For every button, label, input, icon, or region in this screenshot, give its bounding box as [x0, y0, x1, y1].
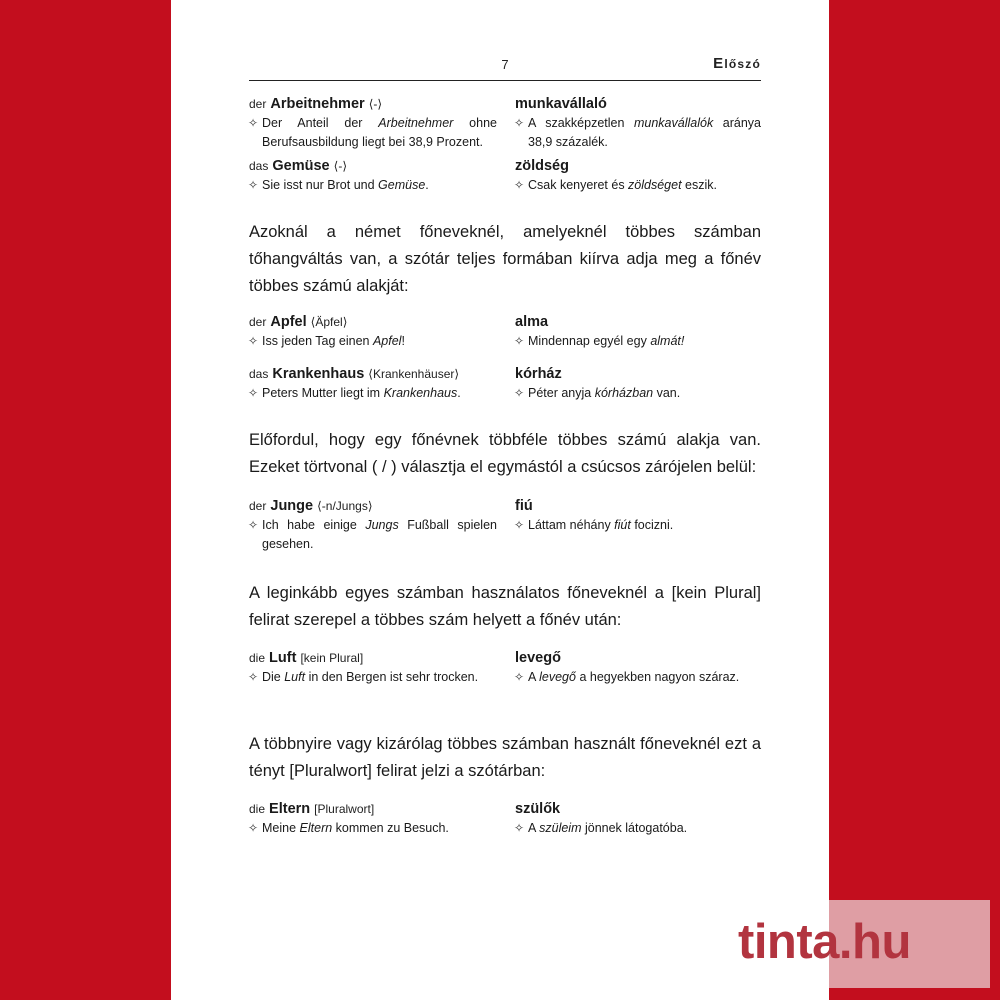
example-text: A	[528, 670, 540, 684]
example-keyword: Gemüse	[378, 178, 426, 192]
example-keyword: Apfel	[372, 334, 402, 348]
entry-word: Luft	[269, 650, 297, 666]
hungarian-column	[515, 648, 761, 687]
translation-word: alma	[515, 314, 549, 330]
example-marker-icon: ✧	[514, 670, 525, 684]
example-keyword: munkavállalók	[633, 116, 714, 130]
example-hu	[515, 516, 761, 535]
example-text: van.	[653, 386, 681, 400]
example-marker-icon: ✧	[514, 178, 525, 192]
entry-word: Arbeitnehmer	[270, 96, 365, 112]
page-header	[249, 56, 761, 81]
explanatory-paragraph: A többnyire vagy kizárólag többes számban használt főneveknél ezt a tényt [Pluralwort] felirat jelzi a szótárban:	[249, 735, 761, 780]
example-text: Mindennap egyél egy	[528, 334, 651, 348]
entry-article: die	[249, 802, 266, 816]
example-text: focizni.	[630, 518, 674, 532]
example-text: a hegyekben nagyon száraz.	[575, 670, 740, 684]
section-title: Előszó	[713, 55, 761, 72]
translation-word: zöldség	[515, 158, 569, 174]
example-text: ohne Berufsausbildung liegt bei 38,9 Prozent.	[262, 116, 497, 149]
example-text: Iss jeden Tag einen	[262, 334, 373, 348]
page-number: 7	[501, 57, 509, 72]
example-text: .	[457, 386, 461, 400]
example-marker-icon: ✧	[248, 821, 259, 835]
translation-word: fiú	[515, 498, 533, 514]
example-text: Peters Mutter liegt im	[262, 386, 384, 400]
example-text: Csak kenyeret és	[528, 178, 629, 192]
example-marker-icon: ✧	[248, 116, 259, 130]
example-text: Péter anyja	[528, 386, 595, 400]
example-marker-icon: ✧	[514, 821, 525, 835]
example-text: in den Bergen ist sehr trocken.	[305, 670, 479, 684]
example-marker-icon: ✧	[248, 178, 259, 192]
example-text: eszik.	[681, 178, 717, 192]
entry-article: das	[249, 159, 269, 173]
hungarian-column	[515, 312, 761, 351]
example-text: A	[528, 821, 540, 835]
example-de	[249, 819, 497, 838]
german-column	[249, 94, 497, 152]
example-text: Die	[262, 670, 285, 684]
example-hu	[515, 384, 761, 403]
entry-grammar: ⟨Äpfel⟩	[310, 315, 348, 329]
example-marker-icon: ✧	[248, 334, 259, 348]
example-keyword: Luft	[284, 670, 306, 684]
entry-grammar: ⟨Krankenhäuser⟩	[368, 367, 460, 381]
example-marker-icon: ✧	[514, 518, 525, 532]
example-keyword: zöldséget	[628, 178, 682, 192]
example-de	[249, 516, 497, 554]
example-keyword: Krankenhaus	[383, 386, 458, 400]
example-text: aránya 38,9 százalék.	[528, 116, 761, 149]
entry-grammar: ⟨-⟩	[333, 159, 348, 173]
example-keyword: Arbeitnehmer	[378, 116, 454, 130]
example-keyword: kórházban	[594, 386, 654, 400]
entry-word: Apfel	[270, 314, 307, 330]
example-text: !	[401, 334, 405, 348]
translation-word: kórház	[515, 366, 562, 382]
hungarian-column	[515, 156, 761, 195]
example-keyword: almát!	[650, 334, 685, 348]
entry-article: das	[249, 367, 269, 381]
translation-word: munkavállaló	[515, 96, 607, 112]
entry-article: die	[249, 651, 266, 665]
hungarian-column	[515, 94, 761, 152]
example-hu	[515, 819, 761, 838]
entry-word: Eltern	[269, 801, 311, 817]
example-hu	[515, 668, 761, 687]
translation-word: levegő	[515, 650, 561, 666]
example-text: jönnek látogatóba.	[581, 821, 688, 835]
example-text: Der Anteil der	[262, 116, 379, 130]
example-marker-icon: ✧	[248, 518, 259, 532]
entry-word: Krankenhaus	[272, 366, 365, 382]
example-hu	[515, 114, 761, 152]
entry-grammar: ⟨-n/Jungs⟩	[317, 499, 373, 513]
example-text: Ich habe einige	[262, 518, 366, 532]
german-column	[249, 496, 497, 554]
entry-grammar: [Pluralwort]	[314, 802, 375, 816]
example-keyword: Jungs	[365, 518, 399, 532]
entry-grammar: [kein Plural]	[300, 651, 364, 665]
example-keyword: szüleim	[539, 821, 582, 835]
example-keyword: levegő	[539, 670, 576, 684]
example-marker-icon: ✧	[248, 386, 259, 400]
watermark-logo: tinta.hu	[738, 915, 911, 969]
example-de	[249, 668, 497, 687]
entry-word: Gemüse	[272, 158, 330, 174]
example-de	[249, 384, 497, 403]
explanatory-paragraph: Azoknál a német főneveknél, amelyeknél többes számban tőhangváltás van, a szótár teljes formában kiírva adja meg a főnév többes számú alakját:	[249, 223, 761, 295]
german-column	[249, 364, 497, 403]
hungarian-column	[515, 364, 761, 403]
example-marker-icon: ✧	[514, 334, 525, 348]
entry-article: der	[249, 315, 267, 329]
example-hu	[515, 176, 761, 195]
example-de	[249, 114, 497, 152]
example-marker-icon: ✧	[514, 116, 525, 130]
entry-word: Junge	[270, 498, 314, 514]
german-column	[249, 156, 497, 195]
example-text: A szakképzetlen	[528, 116, 634, 130]
translation-word: szülők	[515, 801, 561, 817]
example-de	[249, 332, 497, 351]
book-page	[171, 0, 829, 1000]
example-de	[249, 176, 497, 195]
example-text: Láttam néhány	[528, 518, 615, 532]
entry-grammar: ⟨-⟩	[368, 97, 383, 111]
example-keyword: Eltern	[299, 821, 333, 835]
example-text: kommen zu Besuch.	[332, 821, 449, 835]
example-text: Meine	[262, 821, 300, 835]
german-column	[249, 648, 497, 687]
explanatory-paragraph: A leginkább egyes számban használatos főneveknél a [kein Plural] felirat szerepel a többes szám helyett a főnév után:	[249, 584, 761, 629]
entry-article: der	[249, 499, 267, 513]
example-hu	[515, 332, 761, 351]
hungarian-column	[515, 496, 761, 535]
entry-article: der	[249, 97, 267, 111]
example-text: .	[425, 178, 429, 192]
german-column	[249, 799, 497, 838]
example-text: Sie isst nur Brot und	[262, 178, 379, 192]
example-text: Fußball spielen gesehen.	[262, 518, 497, 551]
example-keyword: fiút	[614, 518, 631, 532]
example-marker-icon: ✧	[248, 670, 259, 684]
hungarian-column	[515, 799, 761, 838]
example-marker-icon: ✧	[514, 386, 525, 400]
explanatory-paragraph: Előfordul, hogy egy főnévnek többféle többes számú alakja van. Ezeket törtvonal ( / ) választja el egymástól a csúcsos zárójelen belül:	[249, 431, 761, 476]
german-column	[249, 312, 497, 351]
